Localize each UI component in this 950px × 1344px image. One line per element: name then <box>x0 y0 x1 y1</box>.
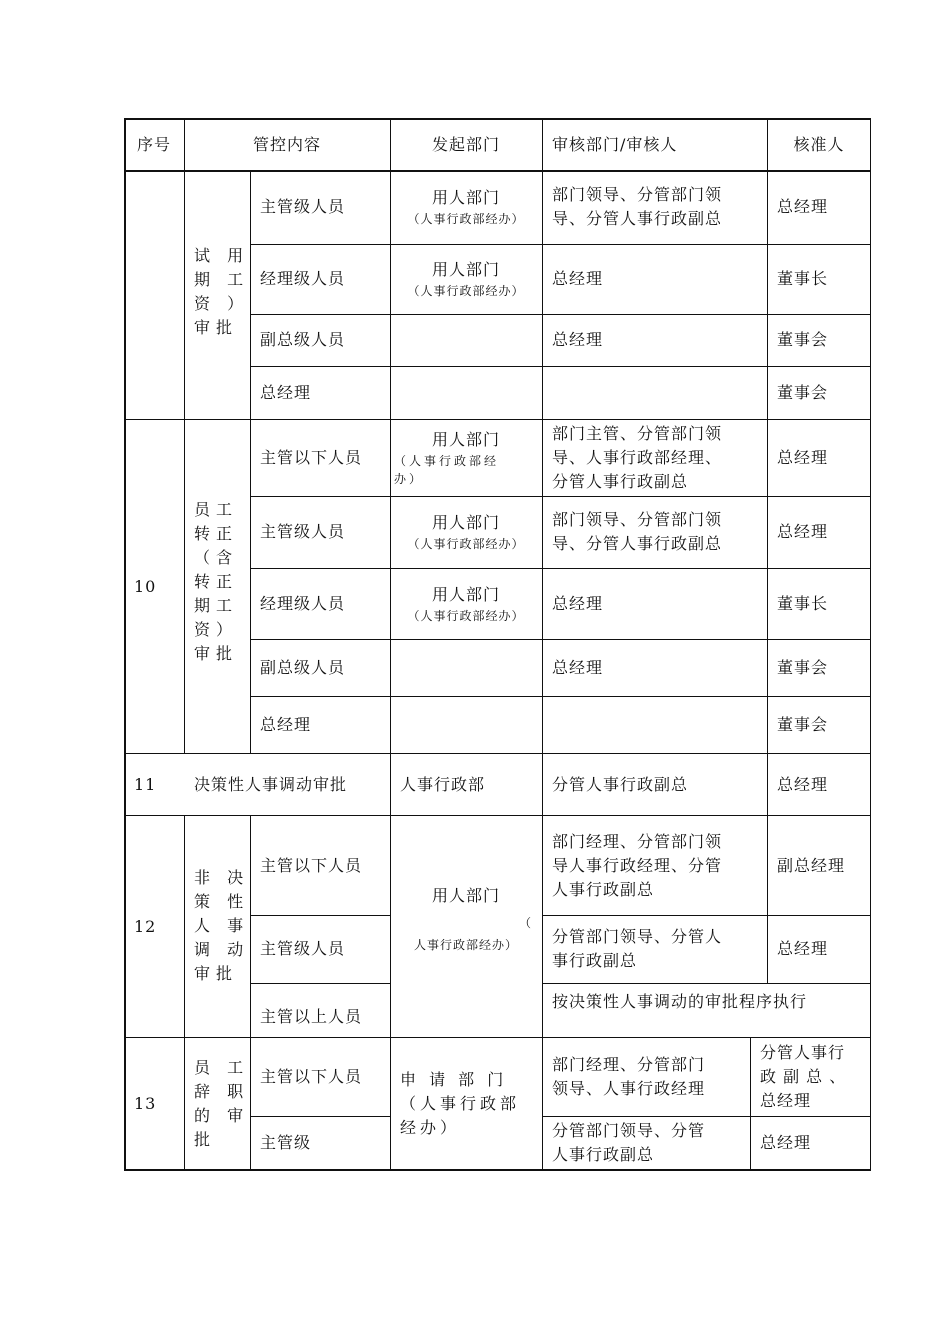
row12-level: 主管级人员 <box>260 939 346 958</box>
header-reviewer: 审核部门/审核人 <box>552 134 678 154</box>
trial-approver: 董事长 <box>777 269 829 288</box>
approval-table <box>124 118 871 1171</box>
row13-reviewer: 部门经理、分管部门 领导、人事行政经理 <box>552 1055 706 1098</box>
row12-merged: 按决策性人事调动的审批程序执行 <box>552 992 808 1011</box>
row10-initiator <box>390 496 542 568</box>
trial-initiator <box>390 170 542 244</box>
row11-seq: 11 <box>134 774 157 794</box>
row13-level: 主管以下人员 <box>260 1067 363 1086</box>
row10-approver: 董事会 <box>777 657 829 677</box>
trial-approver: 总经理 <box>777 197 829 216</box>
header-seq: 序号 <box>136 134 171 154</box>
initiator-main: 用人部门 <box>431 260 500 279</box>
initiator-main: 用人部门 <box>431 188 500 207</box>
trial-approver: 董事会 <box>777 382 829 402</box>
initiator-sub: （人事行政部经办） <box>407 608 525 623</box>
trial-level: 副总级人员 <box>260 330 346 349</box>
row10-level: 总经理 <box>260 714 312 734</box>
row10-approver: 董事会 <box>777 714 829 734</box>
row10-reviewer: 总经理 <box>552 657 604 677</box>
row11-reviewer: 分管人事行政副总 <box>552 774 689 794</box>
initiator-main: 用人部门 <box>431 584 500 604</box>
row12-category: 非 决 策 性 人 事 调 动 审批 <box>194 868 250 983</box>
trial-reviewer: 部门领导、分管部门领 导、分管人事行政副总 <box>552 185 723 228</box>
row10-approver: 总经理 <box>777 448 829 467</box>
row10-approver: 总经理 <box>777 522 829 541</box>
row13-seq: 13 <box>134 1094 157 1113</box>
initiator-sub: （人事行政部经办） <box>407 284 525 298</box>
row13-level: 主管级 <box>260 1133 312 1152</box>
trial-level: 总经理 <box>260 382 312 402</box>
row10-level: 经理级人员 <box>260 593 346 613</box>
row10-level: 副总级人员 <box>260 657 346 677</box>
trial-approver: 董事会 <box>777 330 829 349</box>
header-initiator: 发起部门 <box>431 134 500 154</box>
row12-reviewer: 分管部门领导、分管人 事行政副总 <box>552 927 723 970</box>
row10-reviewer: 部门领导、分管部门领 导、分管人事行政副总 <box>552 510 723 553</box>
row13-category: 员 工 辞 职 的 审 批 <box>194 1058 250 1149</box>
initiator-main: 用人部门 <box>431 885 500 905</box>
row10-initiator <box>390 568 542 639</box>
header-approver: 核准人 <box>793 134 845 154</box>
row11-content: 决策性人事调动审批 <box>194 774 348 794</box>
row12-initiator <box>390 816 542 1037</box>
row10-level: 主管级人员 <box>260 522 346 541</box>
row12-level: 主管以下人员 <box>260 855 363 875</box>
row10-level: 主管以下人员 <box>260 448 363 467</box>
row13-reviewer: 分管部门领导、分管 人事行政副总 <box>552 1121 706 1164</box>
trial-reviewer: 总经理 <box>552 330 604 349</box>
row13-approver: 分管人事行 政 副 总 、 总经理 <box>760 1043 847 1110</box>
row10-approver: 董事长 <box>777 593 829 613</box>
row10-reviewer: 部门主管、分管部门领 导、人事行政部经理、 分管人事行政副总 <box>552 424 723 491</box>
initiator-sub: （人事行政部经办） <box>407 212 525 226</box>
row12-seq: 12 <box>134 916 157 936</box>
initiator-sub: （人事行政部经办） <box>407 537 525 551</box>
trial-level: 经理级人员 <box>260 269 346 288</box>
row13-initiator: 申 请 部 门 （人事行政部 经办） <box>400 1070 521 1137</box>
row11-approver: 总经理 <box>777 774 829 794</box>
initiator-main: 用人部门 <box>431 430 500 449</box>
row12-approver: 副总经理 <box>777 855 846 875</box>
trial-level: 主管级人员 <box>260 197 346 216</box>
trial-category: 试 用 期 工 资 ） 审批 <box>194 246 250 337</box>
row10-initiator <box>390 420 542 496</box>
trial-initiator <box>390 244 542 314</box>
row13-approver: 总经理 <box>760 1133 812 1152</box>
trial-reviewer: 总经理 <box>552 269 604 288</box>
row10-category: 员工 转正 （含 转正 期工 资） 审批 <box>194 500 239 663</box>
initiator-main: 用人部门 <box>431 513 500 532</box>
row11-initiator: 人事行政部 <box>400 774 486 794</box>
row12-reviewer: 部门经理、分管部门领 导人事行政经理、分管 人事行政副总 <box>552 831 723 899</box>
header-content: 管控内容 <box>252 134 321 154</box>
row10-seq: 10 <box>134 576 157 596</box>
row12-level: 主管以上人员 <box>260 1007 363 1026</box>
row12-approver: 总经理 <box>777 939 829 958</box>
initiator-paren: （ <box>518 915 532 930</box>
row10-reviewer: 总经理 <box>552 593 604 613</box>
initiator-sub: （人事行政部经 办） <box>394 454 500 486</box>
initiator-sub: 人事行政部经办） <box>413 937 518 952</box>
